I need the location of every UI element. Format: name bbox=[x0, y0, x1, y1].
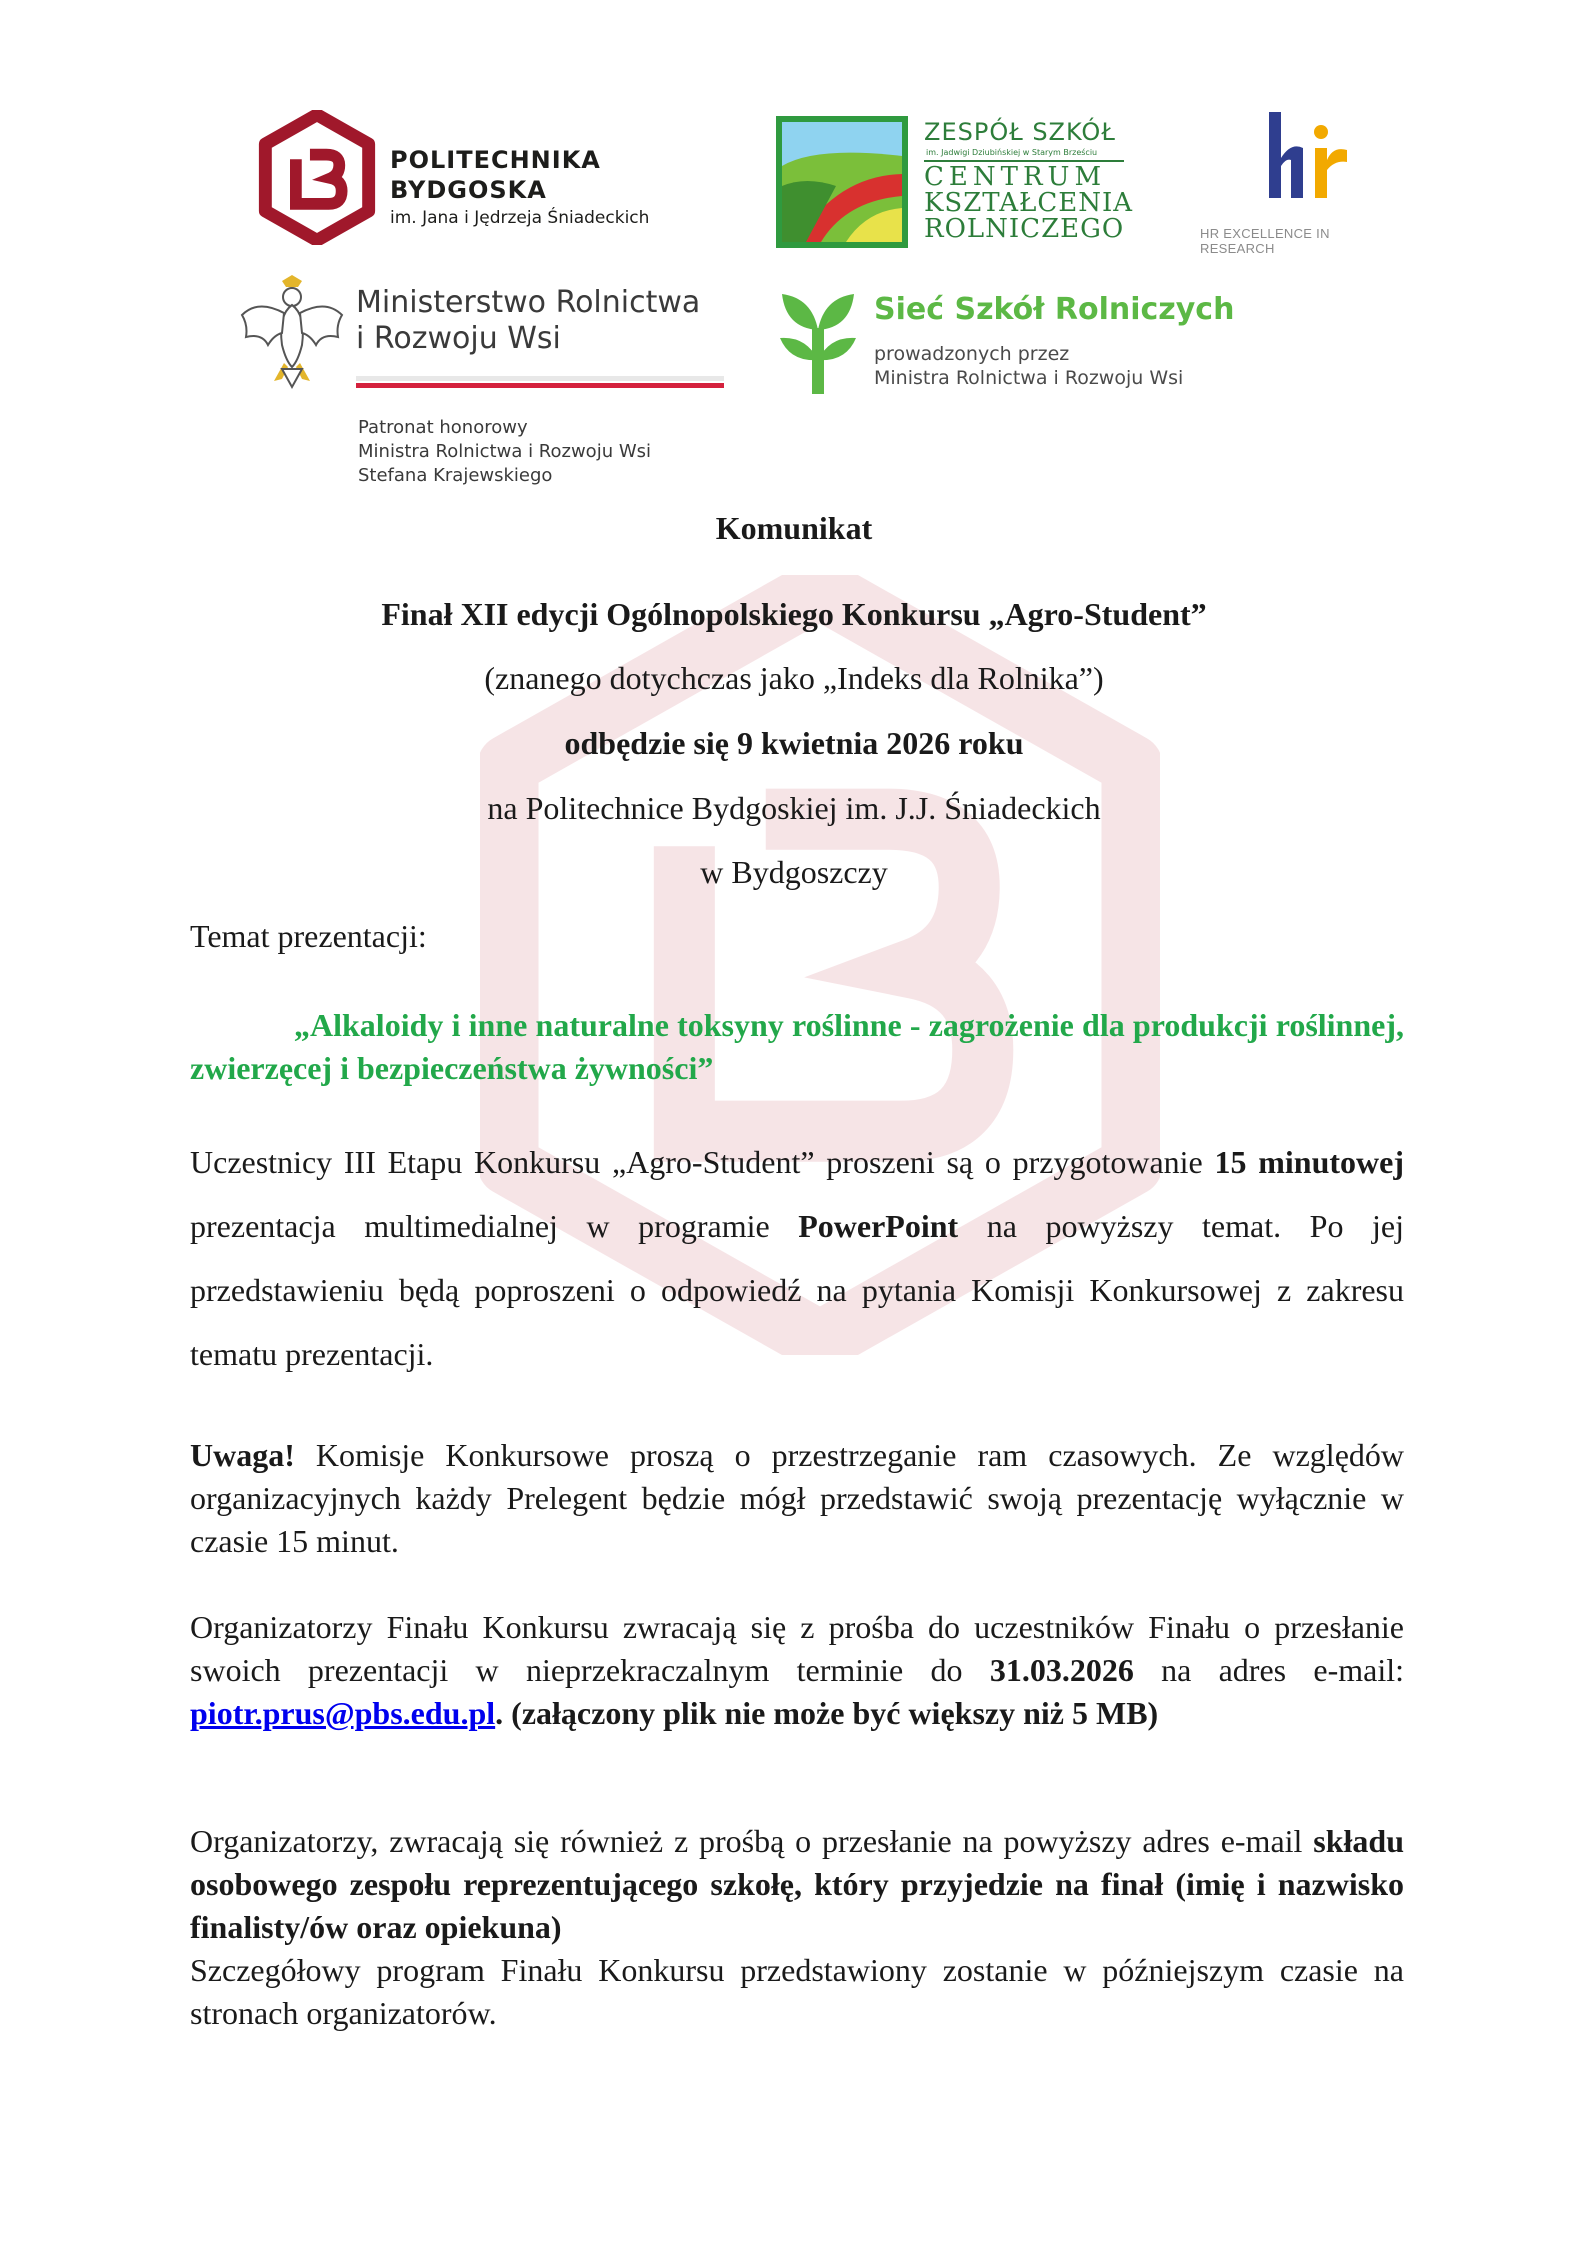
participants-duration: 15 minutowej bbox=[1214, 1144, 1405, 1180]
formerly-known: (znanego dotychczas jako „Indeks dla Rolnika”) bbox=[484, 660, 1104, 696]
sprout-icon bbox=[776, 288, 860, 394]
ministerstwo-name-1: Ministerstwo Rolnictwa bbox=[356, 285, 701, 320]
participants-text-2: prezentacja multimedialnej w programie bbox=[190, 1208, 799, 1244]
field-landscape-icon bbox=[776, 116, 908, 248]
event-date: odbędzie się 9 kwietnia 2026 roku bbox=[564, 725, 1024, 761]
white-eagle-emblem-icon bbox=[238, 275, 346, 393]
deadline-paragraph bbox=[190, 1606, 1404, 1735]
patronat-line-3: Stefana Krajewskiego bbox=[358, 465, 553, 486]
team-composition: składu osobowego zespołu reprezentującego szkołę, który przyjedzie na finał (imię i nazwisko finalisty/ów oraz opiekuna) bbox=[190, 1823, 1404, 1945]
siec-subtitle-2: Ministra Rolnictwa i Rozwoju Wsi bbox=[874, 367, 1184, 389]
patronat-block bbox=[358, 416, 651, 488]
zespol-centrum: CENTRUM bbox=[924, 162, 1107, 192]
politechnika-logo bbox=[258, 110, 678, 245]
topic-label: Temat prezentacji: bbox=[190, 918, 427, 954]
final-title: Finał XII edycji Ogólnopolskiego Konkursu „Agro-Student” bbox=[381, 596, 1207, 632]
ministerstwo-white-stripe bbox=[356, 376, 724, 381]
deadline-text-2: na adres e-mail: bbox=[1133, 1652, 1405, 1688]
komunikat-heading: Komunikat bbox=[715, 510, 873, 546]
deadline-text-1: Organizatorzy Finału Konkursu zwracają się z prośba do uczestników Finału o przesłanie swoich prezentacji w nieprzekraczalnym terminie do bbox=[190, 1609, 1404, 1688]
zespol-szkol-logo bbox=[776, 116, 1136, 248]
uwaga-label: Uwaga! bbox=[190, 1437, 295, 1473]
team-paragraph bbox=[190, 1820, 1404, 1949]
participants-powerpoint: PowerPoint bbox=[798, 1208, 959, 1244]
ministerstwo-red-stripe bbox=[356, 383, 724, 388]
hr-excellence-logo bbox=[1196, 108, 1396, 256]
uwaga-text: Komisje Konkursowe proszą o przestrzeganie ram czasowych. Ze względów organizacyjnych każdy Prelegent będzie mógł przedstawić swoją prezentację wyłącznie w czasie 15 minut. bbox=[190, 1437, 1404, 1559]
hr-caption: HR EXCELLENCE IN RESEARCH bbox=[1200, 226, 1330, 256]
topic-title: „Alkaloidy i inne naturalne toksyny roślinne - zagrożenie dla produkcji roślinnej, zwierzęcej i bezpieczeństwa żywności” bbox=[190, 1007, 1404, 1086]
zespol-rolniczego: ROLNICZEGO bbox=[924, 214, 1125, 244]
patronat-line-2: Ministra Rolnictwa i Rozwoju Wsi bbox=[358, 441, 652, 462]
politechnika-emblem-icon bbox=[258, 110, 376, 245]
team-text-1: Organizatorzy, zwracają się również z prośbą o przesłanie na powyższy adres e-mail bbox=[190, 1823, 1314, 1859]
hr-icon bbox=[1261, 108, 1351, 208]
uwaga-paragraph bbox=[190, 1434, 1404, 1563]
patronat-line-1: Patronat honorowy bbox=[358, 417, 528, 438]
ministerstwo-logo bbox=[238, 275, 738, 395]
politechnika-name-2: BYDGOSKA bbox=[390, 176, 547, 204]
ministerstwo-name-2: i Rozwoju Wsi bbox=[356, 321, 561, 356]
politechnika-name-3: im. Jana i Jędrzeja Śniadeckich bbox=[390, 208, 650, 228]
zespol-ksztalcenia: KSZTAŁCENIA bbox=[924, 188, 1134, 218]
zespol-title: ZESPÓŁ SZKÓŁ bbox=[924, 118, 1116, 146]
participants-text-1: Uczestnicy III Etapu Konkursu „Agro-Student” proszeni są o przygotowanie bbox=[190, 1144, 1215, 1180]
politechnika-name-1: POLITECHNIKA bbox=[390, 146, 601, 174]
participants-text-3: na powyższy temat. Po jej przedstawieniu będą poproszeni o odpowiedź na pytania Komisji Konkursowej z zakresu tematu prezentacji. bbox=[190, 1208, 1405, 1372]
zespol-subtitle: im. Jadwigi Dziubińskiej w Starym Brześciu bbox=[926, 148, 1098, 157]
siec-subtitle-1: prowadzonych przez bbox=[874, 343, 1070, 365]
event-city: w Bydgoszczy bbox=[700, 854, 888, 890]
siec-title: Sieć Szkół Rolniczych bbox=[874, 292, 1235, 327]
file-size-note: . (załączony plik nie może być większy niż 5 MB) bbox=[495, 1695, 1159, 1731]
siec-szkol-logo bbox=[776, 288, 1256, 398]
participants-paragraph bbox=[190, 1130, 1404, 1386]
event-place: na Politechnice Bydgoskiej im. J.J. Śniadeckich bbox=[487, 790, 1101, 826]
program-paragraph: Szczegółowy program Finału Konkursu przedstawiony zostanie w późniejszym czasie na stronach organizatorów. bbox=[190, 1952, 1404, 2031]
email-link[interactable]: piotr.prus@pbs.edu.pl bbox=[190, 1695, 496, 1731]
deadline-date: 31.03.2026 bbox=[989, 1652, 1134, 1688]
